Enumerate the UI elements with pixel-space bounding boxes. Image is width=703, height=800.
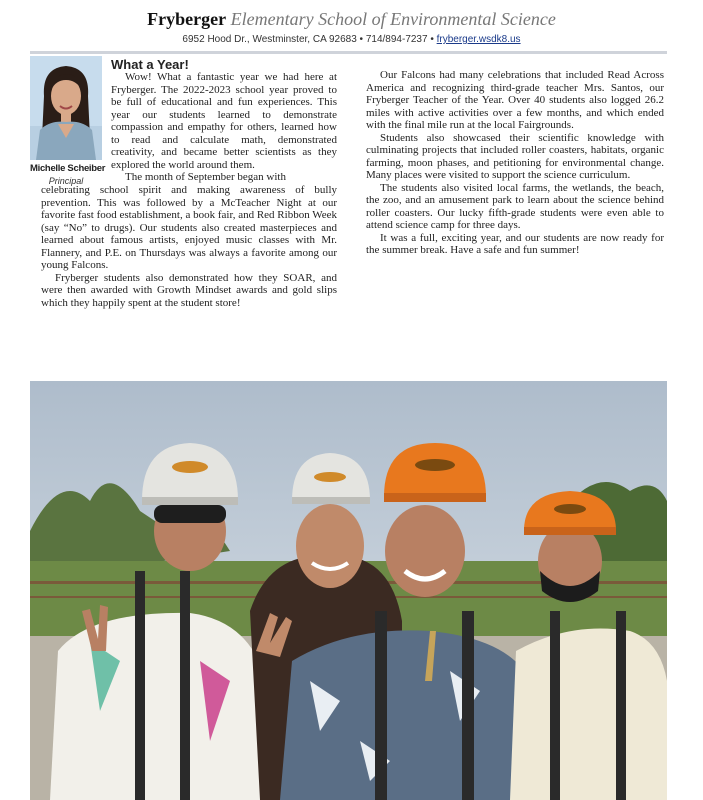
- students-photo: [30, 381, 667, 800]
- principal-name: Michelle Scheiber: [30, 163, 106, 174]
- contact-line: [0, 34, 703, 45]
- school-name-rest: Elementary School of Environmental Science: [230, 9, 556, 29]
- paragraph-2-rest: celebrating school spirit and making awareness of bully prevention. This was followed by a McTeacher Night at our favorite fast food establishment, a book fair, and Red Ribbon Week (say “No” to drugs). Our students also created masterpieces and learned about famous artists, enjoyed music classes with Mr. Flannery, and P.E. on Thursdays was always a favorite among our young Falcons.: [41, 184, 338, 271]
- article-column-1-top: [111, 71, 337, 184]
- principal-title: Principal: [48, 176, 84, 186]
- paragraph-5: Students also showcased their scientific knowledge with culminating projects that included roller coasters, habitats, organic farming, moon phases, and petitioning for environmental change. Many places were visited to support the science curriculum.: [366, 131, 664, 181]
- address-text: 6952 Hood Dr., Westminster, CA 92683 • 714/894-7237 •: [182, 34, 434, 45]
- article-title: What a Year!: [111, 57, 189, 72]
- principal-portrait: [30, 56, 102, 160]
- paragraph-3: Fryberger students also demonstrated how they SOAR, and were then awarded with Growth Mindset awards and gold slips which they happily spent at the student store!: [41, 271, 337, 309]
- paragraph-7: It was a full, exciting year, and our students are now ready for the summer break. Have a safe and fun summer!: [366, 231, 664, 256]
- paragraph-6: The students also visited local farms, the wetlands, the beach, the zoo, and an amusement park to learn about the science behind roller coasters. Our lucky fifth-grade students were even able to attend science camp for three days.: [366, 181, 664, 231]
- school-name: [0, 8, 703, 30]
- masthead: [0, 8, 703, 45]
- website-link[interactable]: fryberger.wsdk8.us: [436, 34, 521, 45]
- article-column-2: [366, 69, 664, 257]
- article-column-1-bottom: [41, 184, 337, 309]
- paragraph-4: Our Falcons had many celebrations that included Read Across America and recognizing third-grade teacher Mrs. Santos, our Fryberger Teacher of the Year. Over 40 students also logged 26.2 miles with active activities over a few months, and which ended with the final mile run at the local Fairgrounds.: [366, 69, 664, 131]
- header-divider: [30, 51, 667, 54]
- paragraph-2-start: The month of September began with: [125, 171, 286, 183]
- paragraph-1: Wow! What a fantastic year we had here at Fryberger. The 2022-2023 school year proved to be full of educational and fun experiences. This year our students learned to demonstrate compassion and empathy for others, learned how to read and calculate math, demonstrated creativity, and became better scientists as they explored the world around them.: [111, 71, 337, 171]
- school-name-bold: Fryberger: [147, 9, 227, 29]
